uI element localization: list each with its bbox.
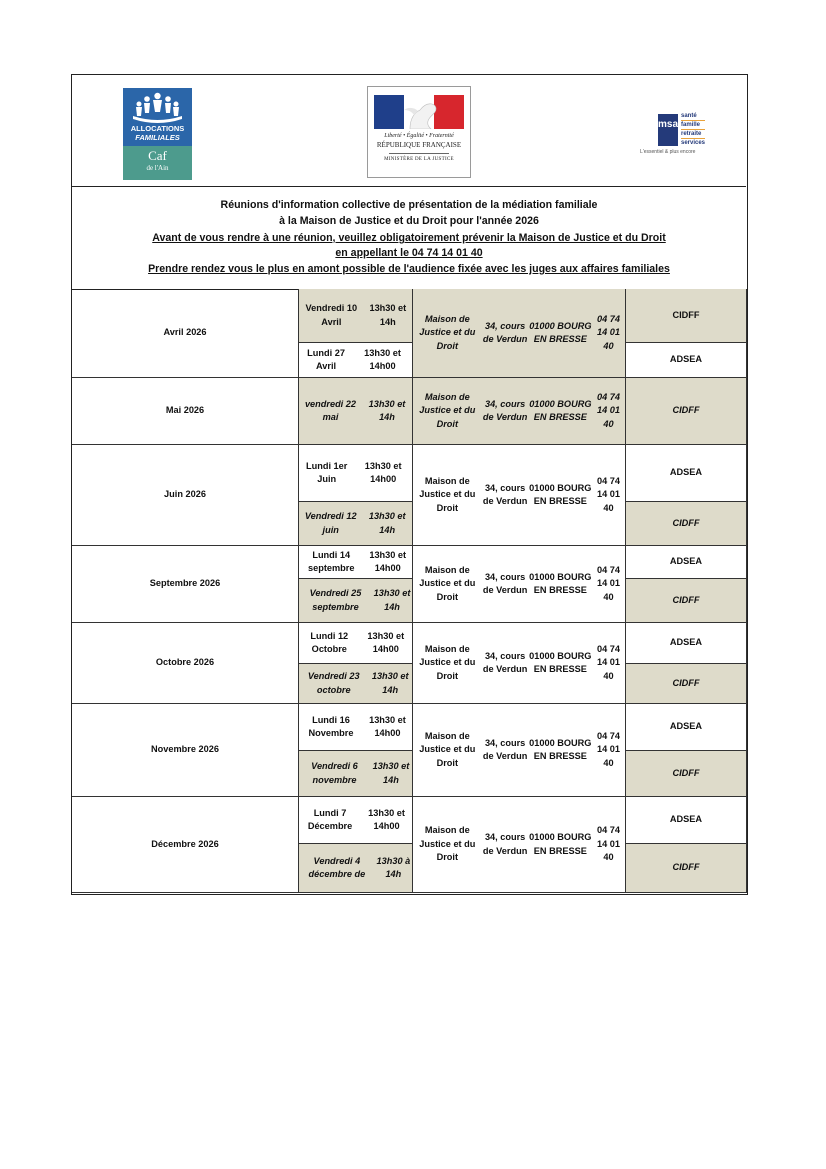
session-date-cell bbox=[299, 343, 413, 378]
session-date-cell bbox=[299, 378, 413, 445]
session-day: Lundi 7 Décembre bbox=[307, 807, 353, 831]
session-date-cell bbox=[299, 502, 413, 546]
organizer-cell bbox=[626, 623, 747, 664]
address-line: 34, cours de Verdun bbox=[482, 832, 528, 856]
organizer-cell bbox=[626, 502, 747, 546]
month-cell bbox=[72, 623, 299, 704]
session-time: 13h30 et 14h00 bbox=[368, 807, 405, 831]
address-line: 01000 BOURG EN BRESSE bbox=[529, 832, 592, 856]
session-date-cell bbox=[299, 797, 413, 844]
session-day: Vendredi 23 octobre bbox=[307, 671, 360, 695]
session-time: 13h30 et 14h bbox=[372, 761, 410, 785]
organizer-cell bbox=[626, 546, 747, 579]
session-time: 13h30 et 14h bbox=[373, 588, 411, 612]
address-line: 34, cours de Verdun bbox=[482, 650, 528, 674]
organizer-label: ADSEA bbox=[669, 354, 703, 365]
month-cell bbox=[72, 378, 299, 445]
session-time: 13h30 et 14h bbox=[369, 303, 407, 327]
address-line: 34, cours de Verdun bbox=[482, 571, 528, 595]
address-cell bbox=[413, 445, 626, 546]
address-phone: 04 74 14 01 40 bbox=[597, 564, 621, 602]
month-label: Juin 2026 bbox=[164, 489, 206, 500]
address-cell bbox=[413, 704, 626, 797]
notice-line-1: Avant de vous rendre à une réunion, veuillez obligatoirement prévenir la Maison de Justice et du Droit bbox=[152, 232, 666, 244]
address-phone: 04 74 14 01 40 bbox=[597, 730, 621, 768]
caf-line2: FAMILIALES bbox=[135, 133, 180, 142]
organizer-label: ADSEA bbox=[669, 814, 703, 825]
caf-name: Caf bbox=[148, 148, 167, 163]
address-line: Maison de Justice et du Droit bbox=[419, 825, 476, 863]
address-line: 34, cours de Verdun bbox=[482, 482, 528, 506]
session-time: 13h30 et 14h00 bbox=[367, 630, 405, 654]
notice-phone-line: en appellant le 04 74 14 01 40 bbox=[335, 247, 483, 259]
organizer-cell bbox=[626, 579, 747, 623]
session-day: Lundi 1er Juin bbox=[306, 460, 348, 484]
address-line: Maison de Justice et du Droit bbox=[419, 391, 476, 429]
address-line: Maison de Justice et du Droit bbox=[419, 643, 476, 681]
rf-ministry: MINISTÈRE DE LA JUSTICE bbox=[384, 157, 454, 162]
organizer-label: ADSEA bbox=[669, 556, 703, 567]
session-date-cell bbox=[299, 445, 413, 502]
session-day: vendredi 22 mai bbox=[304, 398, 357, 422]
organizer-label: CIDFF bbox=[672, 309, 700, 320]
address-line: Maison de Justice et du Droit bbox=[419, 475, 476, 513]
address-cell bbox=[413, 546, 626, 623]
session-day: Lundi 14 septembre bbox=[307, 549, 355, 573]
organizer-cell bbox=[626, 704, 747, 751]
notice-line-2: Prendre rendez vous le plus en amont possible de l'audience fixée avec les juges aux affaires familiales bbox=[148, 263, 670, 275]
organizer-cell bbox=[626, 751, 747, 797]
month-cell bbox=[72, 445, 299, 546]
organizer-cell bbox=[626, 445, 747, 502]
session-day: Vendredi 12 juin bbox=[304, 511, 357, 535]
session-day: Vendredi 6 novembre bbox=[311, 761, 358, 785]
msa-word-1: santé bbox=[681, 112, 705, 121]
organizer-label: CIDFF bbox=[672, 862, 700, 873]
session-date-cell bbox=[299, 579, 413, 623]
session-date-cell bbox=[299, 751, 413, 797]
organizer-label: CIDFF bbox=[672, 517, 700, 528]
organizer-label: CIDFF bbox=[672, 405, 700, 416]
organizer-cell bbox=[626, 844, 747, 893]
month-label: Avril 2026 bbox=[163, 327, 207, 338]
address-line: 01000 BOURG EN BRESSE bbox=[529, 482, 592, 506]
organizer-cell bbox=[626, 343, 747, 378]
month-label: Décembre 2026 bbox=[151, 838, 219, 849]
address-phone: 04 74 14 01 40 bbox=[597, 313, 621, 351]
logo-band bbox=[72, 75, 746, 187]
address-line: 01000 BOURG EN BRESSE bbox=[529, 398, 592, 422]
caf-family-icon bbox=[123, 90, 192, 124]
session-day: Lundi 27 Avril bbox=[307, 347, 345, 371]
session-time: 13h30 à 14h bbox=[376, 855, 411, 879]
document-header bbox=[72, 186, 746, 290]
msa-logo bbox=[640, 112, 730, 156]
month-label: Mai 2026 bbox=[165, 405, 205, 416]
msa-tagline: L'essentiel & plus encore bbox=[640, 149, 696, 155]
msa-mark-icon bbox=[658, 114, 678, 146]
marianne-flag-icon bbox=[374, 95, 464, 129]
caf-logo bbox=[123, 88, 192, 180]
session-date-cell bbox=[299, 623, 413, 664]
organizer-cell bbox=[626, 378, 747, 445]
organizer-cell bbox=[626, 289, 747, 343]
session-time: 13h30 et 14h00 bbox=[369, 549, 407, 573]
month-label: Novembre 2026 bbox=[151, 744, 219, 755]
session-time: 13h30 et 14h bbox=[371, 671, 409, 695]
month-cell bbox=[72, 797, 299, 893]
organizer-cell bbox=[626, 797, 747, 844]
session-date-cell bbox=[299, 546, 413, 579]
address-phone: 04 74 14 01 40 bbox=[597, 391, 621, 429]
organizer-label: CIDFF bbox=[672, 677, 700, 688]
rf-motto: Liberté • Égalité • Fraternité bbox=[384, 133, 454, 139]
session-day: Lundi 12 Octobre bbox=[310, 630, 349, 654]
session-day: Vendredi 10 Avril bbox=[305, 303, 358, 327]
document-frame bbox=[71, 74, 748, 895]
msa-mark-m: msa bbox=[658, 119, 678, 130]
address-cell bbox=[413, 378, 626, 445]
organizer-label: ADSEA bbox=[669, 467, 703, 478]
address-line: 34, cours de Verdun bbox=[482, 398, 528, 422]
month-cell bbox=[72, 546, 299, 623]
session-time: 13h30 et 14h00 bbox=[369, 714, 406, 738]
address-line: Maison de Justice et du Droit bbox=[419, 564, 476, 602]
session-date-cell bbox=[299, 844, 413, 893]
organizer-cell bbox=[626, 664, 747, 704]
session-day: Lundi 16 Novembre bbox=[308, 714, 354, 738]
msa-word-3: retraite bbox=[681, 130, 705, 139]
address-cell bbox=[413, 797, 626, 893]
caf-sub: de l'Ain bbox=[146, 164, 169, 172]
msa-word-4: services bbox=[681, 140, 706, 146]
address-cell bbox=[413, 623, 626, 704]
msa-word-2: famille bbox=[681, 121, 705, 130]
session-day: Vendredi 25 septembre bbox=[309, 588, 362, 612]
session-date-cell bbox=[299, 289, 413, 343]
organizer-label: CIDFF bbox=[672, 767, 700, 778]
address-line: 01000 BOURG EN BRESSE bbox=[529, 320, 592, 344]
session-time: 13h30 et 14h00 bbox=[364, 347, 401, 371]
month-cell bbox=[72, 289, 299, 378]
title-line-2: à la Maison de Justice et du Droit pour l'année 2026 bbox=[279, 215, 539, 227]
republique-francaise-logo bbox=[367, 86, 471, 178]
month-cell bbox=[72, 704, 299, 797]
address-line: Maison de Justice et du Droit bbox=[419, 730, 476, 768]
session-time: 13h30 et 14h00 bbox=[364, 460, 402, 484]
address-line: 01000 BOURG EN BRESSE bbox=[529, 737, 592, 761]
address-line: 01000 BOURG EN BRESSE bbox=[529, 571, 592, 595]
session-time: 13h30 et 14h bbox=[368, 398, 406, 422]
rf-name: RÉPUBLIQUE FRANÇAISE bbox=[376, 141, 462, 149]
organizer-label: ADSEA bbox=[669, 637, 703, 648]
organizer-label: CIDFF bbox=[672, 594, 700, 605]
address-line: Maison de Justice et du Droit bbox=[419, 313, 476, 351]
address-phone: 04 74 14 01 40 bbox=[597, 825, 621, 863]
caf-line1: ALLOCATIONS bbox=[130, 124, 185, 133]
address-cell bbox=[413, 289, 626, 378]
month-label: Octobre 2026 bbox=[155, 657, 215, 668]
address-phone: 04 74 14 01 40 bbox=[597, 475, 621, 513]
address-line: 34, cours de Verdun bbox=[482, 737, 528, 761]
session-time: 13h30 et 14h bbox=[368, 511, 406, 535]
organizer-label: ADSEA bbox=[669, 721, 703, 732]
address-phone: 04 74 14 01 40 bbox=[597, 643, 621, 681]
session-day: Vendredi 4 décembre de bbox=[308, 855, 366, 879]
month-label: Septembre 2026 bbox=[149, 578, 221, 589]
session-date-cell bbox=[299, 664, 413, 704]
title-line-1: Réunions d'information collective de présentation de la médiation familiale bbox=[220, 199, 598, 211]
address-line: 01000 BOURG EN BRESSE bbox=[529, 650, 592, 674]
session-date-cell bbox=[299, 704, 413, 751]
address-line: 34, cours de Verdun bbox=[482, 320, 528, 344]
